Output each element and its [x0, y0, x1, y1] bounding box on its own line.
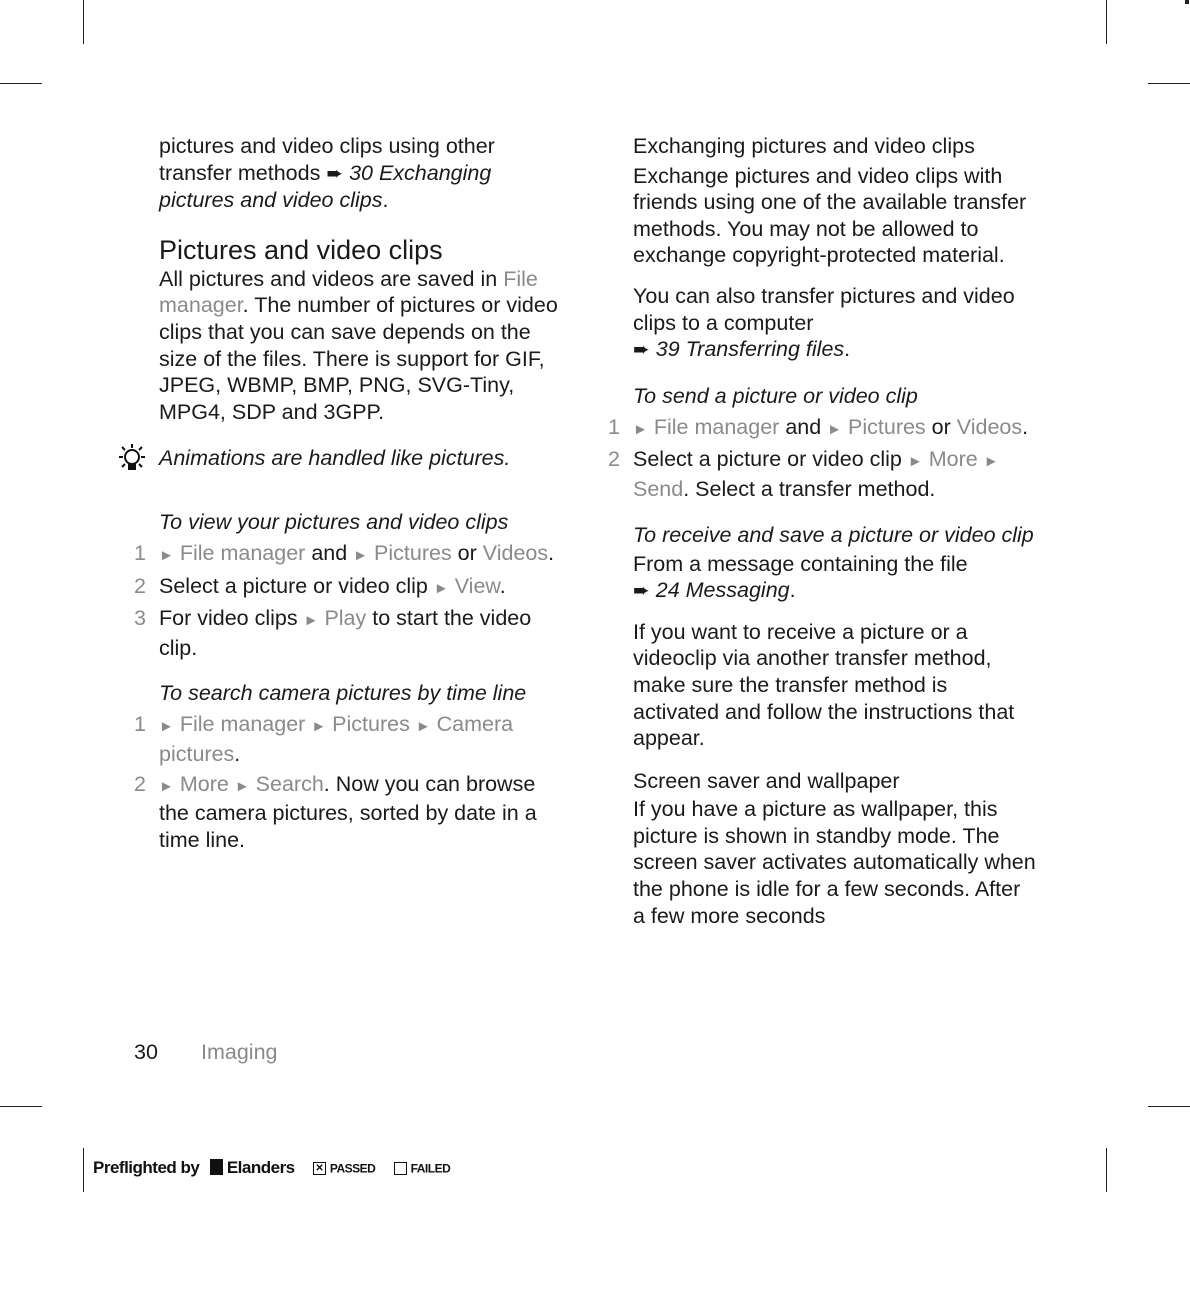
- body-paragraph: Exchange pictures and video clips with friends using one of the available transfer methods. You may not be allowed to exchange copyright-protected material.: [633, 163, 1027, 268]
- left-column: [134, 133, 564, 853]
- step-item: 1 ► File manager and ► Pictures or Videos.: [608, 414, 1029, 439]
- tip: [159, 445, 564, 472]
- cross-reference[interactable]: 30 Exchanging pictures and video clips: [159, 160, 492, 213]
- step-item: 1 ► File manager ► Pictures ► Camera pictures.: [134, 712, 514, 766]
- preflight-stamp: Preflighted by Elanders ✕ PASSED FAILED: [93, 1158, 451, 1177]
- section-heading: Screen saver and wallpaper: [633, 768, 900, 793]
- crop-mark: [1106, 0, 1107, 44]
- step-item: 2 Select a picture or video clip ► More ► Send. Select a transfer method.: [608, 447, 999, 501]
- crop-mark: [0, 83, 42, 84]
- right-column: [608, 133, 1038, 929]
- tip-text: Animations are handled like pictures.: [159, 446, 511, 471]
- step-item: 2 ► More ► Search. Now you can browse the camera pictures, sorted by date in a time line.: [134, 771, 537, 852]
- menu-file-manager: File manager: [159, 266, 538, 318]
- intro-paragraph: pictures and video clips using other transfer methods ➨ 30 Exchanging pictures and video clips.: [159, 134, 495, 213]
- step-item: 2 Select a picture or video clip ► View.: [134, 573, 506, 598]
- crop-mark: [1148, 1106, 1190, 1107]
- crop-mark: [0, 1106, 42, 1107]
- elanders-logo: Elanders: [210, 1158, 295, 1177]
- body-paragraph: If you have a picture as wallpaper, this picture is shown in standby mode. The screen saver activates automatically when the phone is idle for a few seconds. After a few more seconds: [633, 797, 1036, 928]
- crop-mark: [83, 1148, 84, 1192]
- failed-checkbox: [394, 1162, 407, 1175]
- procedure-heading: To search camera pictures by time line: [159, 681, 527, 706]
- crop-mark: [83, 0, 84, 44]
- registration-dot: [1185, 0, 1189, 4]
- step-item: 1 ► File manager and ► Pictures or Videos.: [134, 540, 555, 565]
- section-name: Imaging: [201, 1040, 278, 1064]
- procedure-heading: To view your pictures and video clips: [159, 509, 509, 534]
- body-paragraph: From a message containing the file ➨ 24 Messaging.: [633, 551, 968, 603]
- procedure-heading: To receive and save a picture or video clip: [633, 522, 1034, 547]
- body-paragraph: If you want to receive a picture or a videoclip via another transfer method, make sure the transfer method is activated and follow the instructions that appear.: [633, 619, 1015, 751]
- body-paragraph: You can also transfer pictures and video clips to a computer ➨ 39 Transferring files.: [633, 283, 1015, 362]
- cross-reference[interactable]: 39 Transferring files: [655, 337, 845, 362]
- crop-mark: [1106, 1148, 1107, 1192]
- arrow-icon: ➨: [326, 162, 344, 185]
- procedure-heading: To send a picture or video clip: [633, 383, 918, 408]
- body-paragraph: All pictures and videos are saved in File manager. The number of pictures or video clips that you can save depends on the size of the files. There is support for GIF, JPEG, WBMP, BMP, PNG, SVG-Tiny, MPG4, SDP and 3GPP.: [159, 266, 558, 424]
- cross-reference[interactable]: 24 Messaging: [655, 578, 790, 603]
- arrow-icon: ➨: [633, 580, 650, 603]
- page-number: 30: [134, 1040, 158, 1064]
- step-item: 3 For video clips ► Play to start the video clip.: [134, 606, 532, 660]
- crop-mark: [1148, 83, 1190, 84]
- passed-checkbox: ✕: [313, 1162, 326, 1175]
- arrow-icon: ➨: [633, 339, 650, 362]
- section-heading: Pictures and video clips: [159, 234, 443, 265]
- section-heading: Exchanging pictures and video clips: [633, 134, 975, 158]
- tip-bulb-icon: [115, 443, 149, 477]
